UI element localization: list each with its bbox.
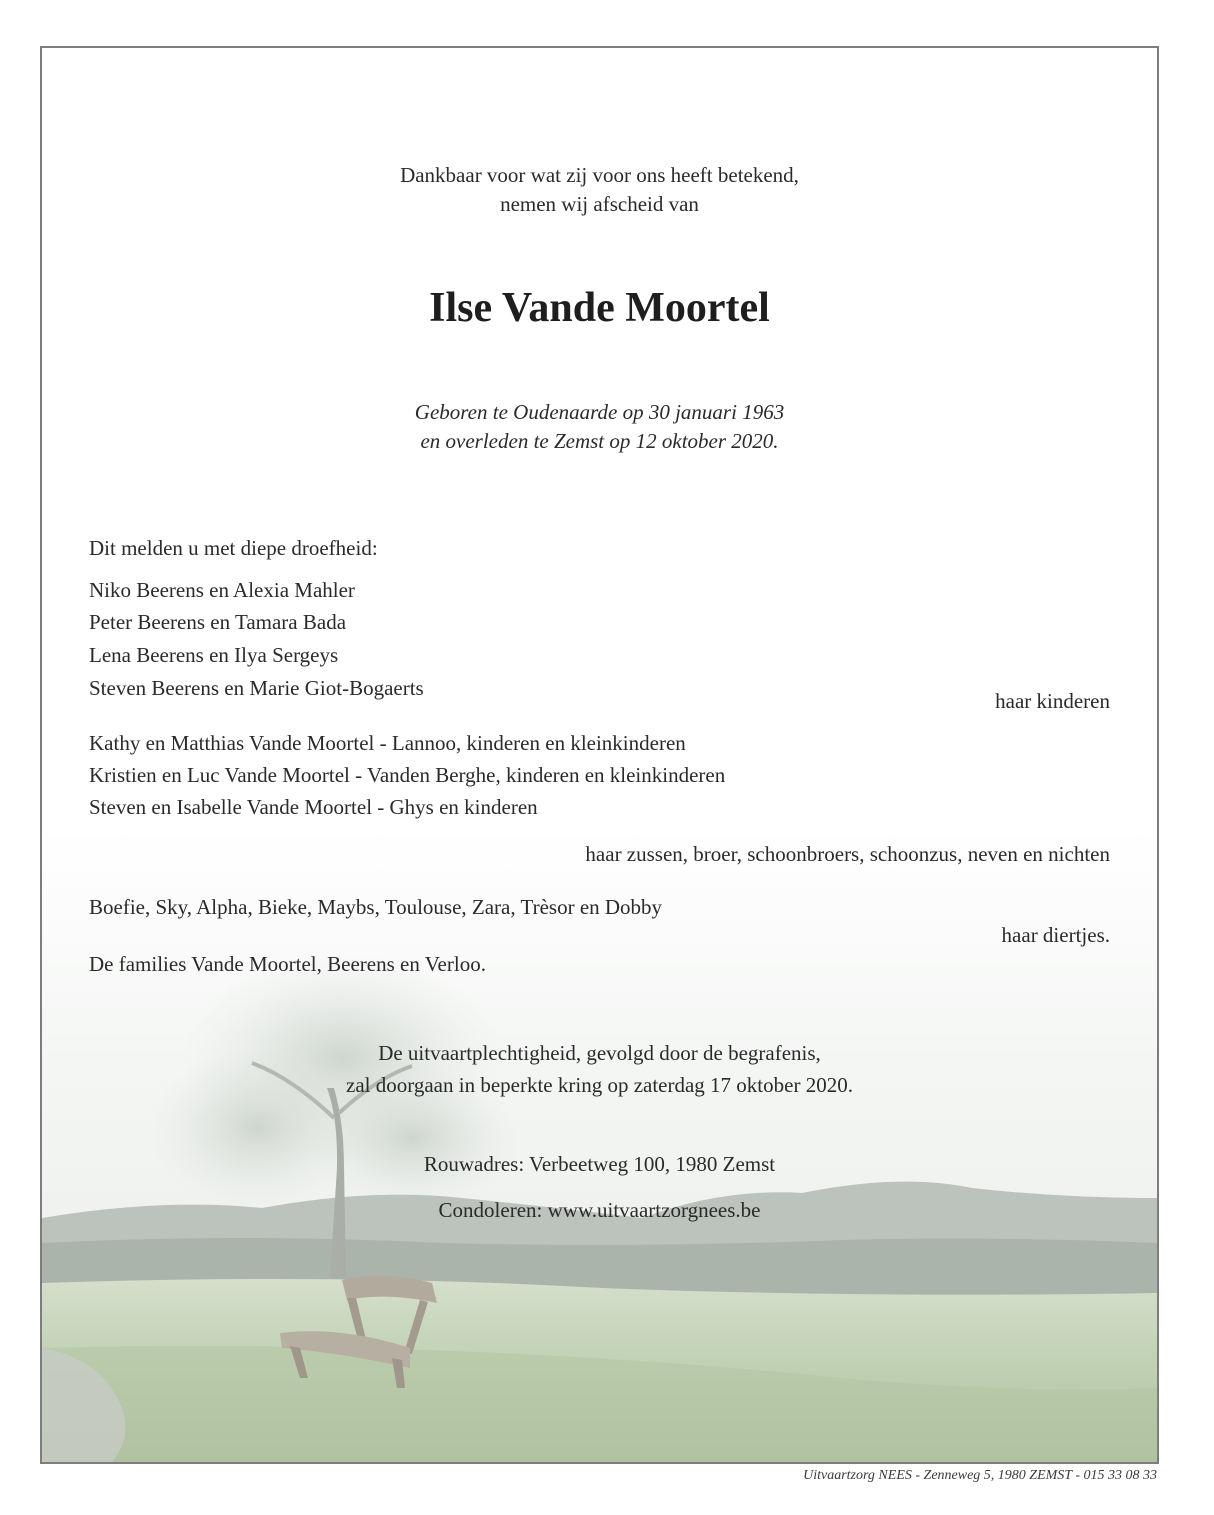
intro-line-2: nemen wij afscheid van <box>500 192 699 216</box>
pets-relation: haar diertjes. <box>1001 923 1110 947</box>
families-entry: De families Vande Moortel, Beerens en Verloo. <box>89 952 486 976</box>
condolences-link: Condoleren: www.uitvaartzorgnees.be <box>438 1198 761 1222</box>
child-entry: Lena Beerens en Ilya Sergeys <box>89 643 339 667</box>
pets-entry: Boefie, Sky, Alpha, Bieke, Maybs, Toulouse, Zara, Trèsor en Dobby <box>89 895 663 919</box>
obituary-card <box>40 46 1159 1464</box>
sibling-entry: Steven en Isabelle Vande Moortel - Ghys en kinderen <box>89 795 538 819</box>
funeral-home-footer: Uitvaartzorg NEES - Zenneweg 5, 1980 ZEMST - 015 33 08 33 <box>803 1468 1157 1483</box>
ceremony-line-2: zal doorgaan in beperkte kring op zaterdag 17 oktober 2020. <box>346 1073 853 1097</box>
sibling-entry: Kathy en Matthias Vande Moortel - Lannoo, kinderen en kleinkinderen <box>89 731 686 755</box>
announcement-text: Dit melden u met diepe droefheid: <box>89 536 378 560</box>
deceased-name: Ilse Vande Moortel <box>429 285 770 331</box>
child-entry: Niko Beerens en Alexia Mahler <box>89 578 355 602</box>
mourning-address: Rouwadres: Verbeetweg 100, 1980 Zemst <box>423 1152 776 1176</box>
death-line: en overleden te Zemst op 12 oktober 2020. <box>420 429 779 453</box>
intro-line-1: Dankbaar voor wat zij voor ons heeft betekend, <box>400 163 799 187</box>
child-entry: Peter Beerens en Tamara Bada <box>89 610 347 634</box>
ceremony-line-1: De uitvaartplechtigheid, gevolgd door de begrafenis, <box>378 1041 821 1065</box>
sibling-entry: Kristien en Luc Vande Moortel - Vanden Berghe, kinderen en kleinkinderen <box>89 763 726 787</box>
birth-line: Geboren te Oudenaarde op 30 januari 1963 <box>414 400 785 424</box>
child-entry: Steven Beerens en Marie Giot-Bogaerts <box>89 676 424 700</box>
children-relation: haar kinderen <box>995 689 1110 713</box>
siblings-relation: haar zussen, broer, schoonbroers, schoonzus, neven en nichten <box>585 842 1110 866</box>
